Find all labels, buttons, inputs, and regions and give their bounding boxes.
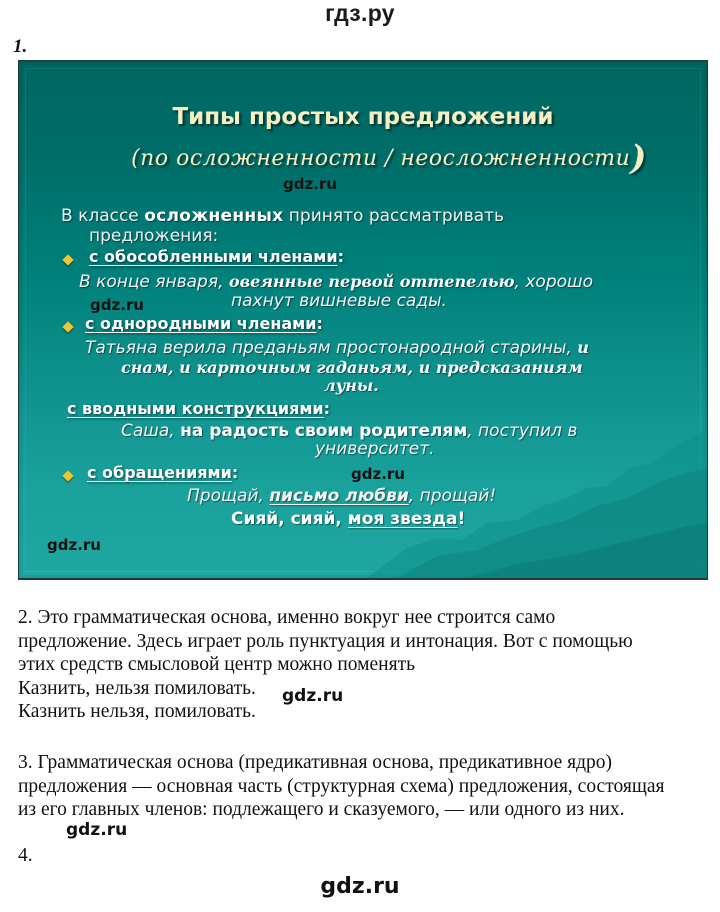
example-text-cont: !	[457, 509, 466, 529]
heading-text: с вводными конструкциями	[67, 399, 324, 418]
example-emphasis: моя звезда	[347, 509, 458, 529]
example-address-line-2	[231, 509, 465, 529]
example-emphasis: и	[577, 338, 589, 357]
slide-title: Типы простых предложений	[172, 104, 554, 130]
intro-text-cont: принято рассматривать	[283, 206, 505, 226]
watermark: gdz.ru	[47, 536, 101, 554]
heading-colon: :	[337, 247, 344, 266]
slide-intro-line-2: предложения:	[89, 226, 219, 246]
example-emphasis: письмо любви	[269, 486, 409, 506]
heading-text: с обращениями	[87, 463, 232, 482]
slide-subtitle-text: (по осложненности / неосложненности	[131, 146, 631, 171]
section-heading-address	[87, 463, 238, 482]
answer-line: этих средств смысловой центр можно поменять	[18, 654, 415, 675]
example-homogeneous-line-3: луны.	[324, 376, 379, 395]
heading-text: с обособленными членами	[89, 247, 338, 266]
heading-colon: :	[231, 463, 239, 482]
watermark: gdz.ru	[282, 686, 344, 706]
example-text-cont: , прощай!	[408, 486, 497, 506]
example-address-line-1	[187, 486, 496, 506]
diamond-bullet-icon	[62, 321, 73, 332]
slide-intro-line-1	[61, 206, 504, 226]
slide-image	[18, 60, 708, 580]
watermark: gdz.ru	[351, 465, 405, 483]
answer-line: 2. Это грамматическая основа, именно вокруг нее строится само	[18, 607, 556, 628]
example-homogeneous-line-1	[85, 338, 589, 358]
answer-line: 3. Грамматическая основа (предикативная основа, предикативное ядро)	[18, 752, 613, 773]
answer-task-3	[18, 751, 664, 822]
slide-subtitle	[89, 138, 689, 178]
watermark: gdz.ru	[283, 175, 337, 193]
example-text: Сияй, сияй,	[231, 509, 348, 529]
diamond-bullet-icon	[62, 254, 73, 265]
section-heading-introductory	[67, 399, 330, 418]
watermark: gdz.ru	[66, 820, 128, 840]
example-text-cont: , поступил в	[467, 421, 578, 441]
example-emphasis: овеянные первой оттепелью	[228, 272, 515, 291]
example-text-cont: , хорошо	[514, 272, 593, 292]
example-text: Саша,	[121, 421, 181, 441]
watermark: gdz.ru	[90, 296, 144, 314]
footer-watermark: gdz.ru	[320, 874, 400, 899]
site-title: гдз.ру	[325, 0, 395, 26]
answer-line: Казнить нельзя, помиловать.	[18, 701, 256, 722]
intro-bold-text: осложненных	[144, 206, 284, 226]
example-homogeneous-line-2: снам, и карточным гаданьям, и предсказаниям	[121, 358, 583, 377]
example-text: Прощай,	[187, 486, 270, 506]
intro-text: В классе	[61, 206, 145, 226]
answer-line: Казнить, нельзя помиловать.	[18, 677, 256, 699]
answer-line: из его главных членов: подлежащего и сказуемого, — или одного из них.	[18, 799, 625, 820]
example-text: Татьяна верила преданьям простонародной старины,	[85, 338, 578, 358]
example-introductory-line-1	[121, 421, 577, 441]
heading-colon: :	[323, 399, 331, 418]
slide-subtitle-paren: )	[630, 138, 647, 178]
task-number-4: 4.	[18, 845, 33, 866]
answer-line: предложения — основная часть (структурная схема) предложения, состоящая	[18, 775, 665, 797]
heading-text: с однородными членами	[85, 314, 317, 333]
example-isolated-line-2: пахнут вишневые сады.	[231, 291, 447, 311]
example-emphasis: на радость своим родителям	[180, 421, 468, 441]
example-text: В конце января,	[79, 272, 229, 292]
diamond-bullet-icon	[62, 470, 73, 481]
heading-colon: :	[316, 314, 323, 333]
answer-task-4	[18, 844, 33, 868]
example-introductory-line-2: университет.	[315, 439, 435, 459]
example-isolated-line-1	[79, 272, 593, 292]
answer-line: предложение. Здесь играет роль пунктуация и интонация. Вот с помощью	[18, 630, 633, 652]
task-number-1: 1.	[13, 36, 28, 57]
section-heading-homogeneous-members	[85, 314, 323, 333]
section-heading-isolated-members	[89, 247, 344, 266]
